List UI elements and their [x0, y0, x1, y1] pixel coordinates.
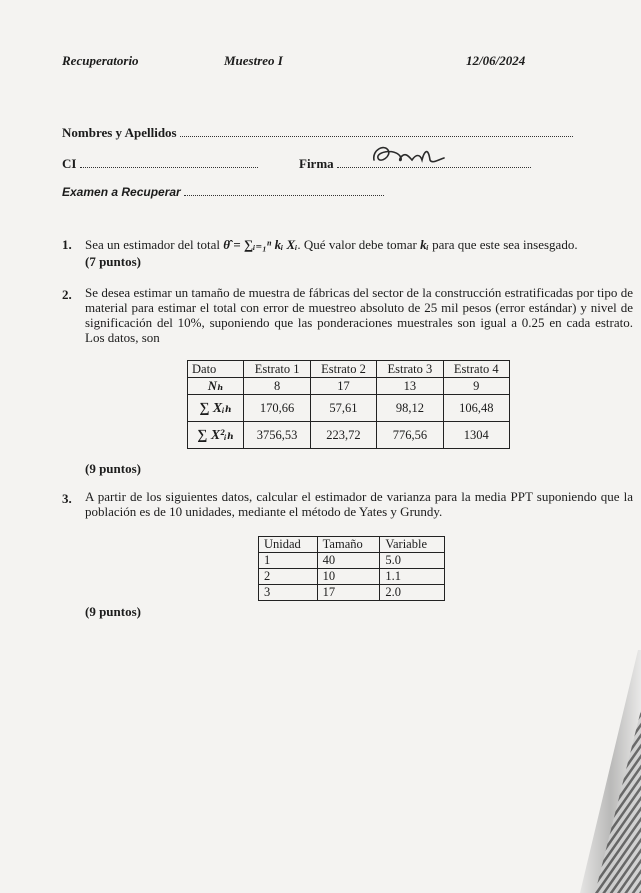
- q2-number: 2.: [62, 287, 72, 302]
- units-cell: 17: [317, 585, 380, 601]
- strata-cell: 17: [310, 378, 376, 395]
- strata-header-cell: Estrato 3: [377, 361, 443, 378]
- strata-header-cell: Estrato 2: [310, 361, 376, 378]
- units-row: [259, 569, 445, 585]
- ci-line: [80, 157, 258, 168]
- strata-row-label: ∑ Xᵢₕ: [188, 395, 244, 422]
- units-cell: 3: [259, 585, 318, 601]
- strata-cell: 776,56: [377, 422, 443, 449]
- strata-row-label: Nₕ: [188, 378, 244, 395]
- examen-field: [62, 185, 384, 199]
- header-date: 12/06/2024: [466, 53, 526, 68]
- units-cell: 2.0: [380, 585, 445, 601]
- strata-header-cell: Estrato 4: [443, 361, 509, 378]
- units-header-cell: Unidad: [259, 537, 318, 553]
- q3-text: A partir de los siguientes datos, calcular el estimador de varianza para la media PPT suponiendo que la población es de 10 unidades, mediante el método de Yates y Grundy.: [85, 489, 633, 519]
- q1-text-post: . Qué valor debe tomar: [297, 237, 421, 252]
- strata-cell: 170,66: [244, 395, 310, 422]
- q1-text: [85, 237, 633, 252]
- q1-formula: θ̂ = ∑ᵢ₌₁ⁿ kᵢ Xᵢ: [223, 237, 298, 252]
- q1-points: (7 puntos): [85, 254, 141, 269]
- strata-cell: 98,12: [377, 395, 443, 422]
- units-header-cell: Tamaño: [317, 537, 380, 553]
- ci-field: [62, 156, 258, 172]
- q2-points: (9 puntos): [85, 461, 141, 476]
- q1-text-pre: Sea un estimador del total: [85, 237, 224, 252]
- units-cell: 1.1: [380, 569, 445, 585]
- strata-header-row: [188, 361, 510, 378]
- firma-label: Firma: [299, 156, 334, 171]
- units-row: [259, 553, 445, 569]
- signature-scribble: [366, 140, 446, 172]
- strata-cell: 106,48: [443, 395, 509, 422]
- units-header-row: [259, 537, 445, 553]
- header-course: Muestreo I: [224, 53, 283, 68]
- strata-row: [188, 378, 510, 395]
- q1-var: kᵢ: [420, 237, 429, 252]
- strata-cell: 9: [443, 378, 509, 395]
- units-cell: 2: [259, 569, 318, 585]
- units-cell: 5.0: [380, 553, 445, 569]
- strata-row: [188, 395, 510, 422]
- strata-cell: 13: [377, 378, 443, 395]
- strata-cell: 3756,53: [244, 422, 310, 449]
- q2-text: Se desea estimar un tamaño de muestra de fábricas del sector de la construcción estratificadas por tipo de material para estimar el total con error de muestreo absoluto de 25 mil pesos (error estándar) y nivel de significación del 10%, suponiendo que las ponderaciones muestrales son igual a 0.25 en cada estrato. Los datos, son: [85, 285, 633, 345]
- nombres-label: Nombres y Apellidos: [62, 125, 177, 140]
- q1-number: 1.: [62, 237, 72, 252]
- q3-number: 3.: [62, 491, 72, 506]
- q1-text-end: para que este sea insesgado.: [428, 237, 578, 252]
- strata-cell: 223,72: [310, 422, 376, 449]
- pen-spiral-decoration: [560, 650, 641, 893]
- units-cell: 1: [259, 553, 318, 569]
- nombres-field: [62, 125, 573, 141]
- units-cell: 10: [317, 569, 380, 585]
- units-row: [259, 585, 445, 601]
- examen-label: Examen a Recuperar: [62, 185, 181, 199]
- units-header-cell: Variable: [380, 537, 445, 553]
- q3-points: (9 puntos): [85, 604, 141, 619]
- units-cell: 40: [317, 553, 380, 569]
- strata-row: [188, 422, 510, 449]
- strata-table: [187, 360, 510, 449]
- strata-cell: 8: [244, 378, 310, 395]
- strata-cell: 57,61: [310, 395, 376, 422]
- ci-label: CI: [62, 156, 77, 171]
- strata-header-cell: Dato: [188, 361, 244, 378]
- strata-row-label: ∑ X²ᵢₕ: [188, 422, 244, 449]
- header-left: Recuperatorio: [62, 53, 139, 68]
- strata-header-cell: Estrato 1: [244, 361, 310, 378]
- units-table: [258, 536, 445, 601]
- nombres-line: [180, 126, 573, 137]
- strata-cell: 1304: [443, 422, 509, 449]
- examen-line: [184, 185, 384, 196]
